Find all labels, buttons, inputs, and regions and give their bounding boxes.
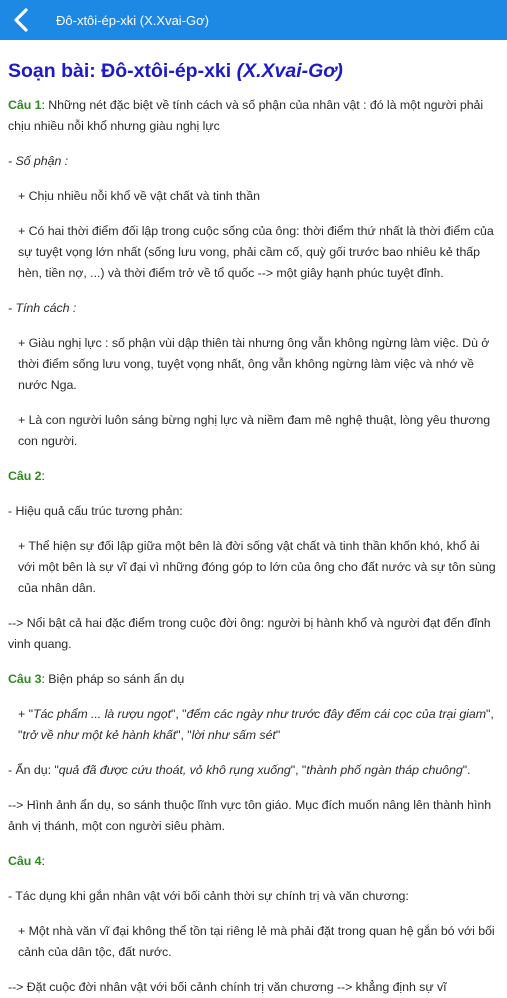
fate-point-1: + Chịu nhiều nỗi khổ về vật chất và tinh thần: [18, 189, 260, 203]
question-label: Câu 1: [8, 98, 42, 112]
question-1: [8, 95, 499, 137]
question-text: : Những nét đặc biệt về tính cách và số phận của nhân vật : đó là một người phải chịu nhiều nỗi khổ nhưng giàu nghị lực: [8, 98, 484, 133]
question-label: Câu 3: [8, 672, 42, 686]
character-point-2: + Là con người luôn sáng bừng nghị lực và niềm đam mê nghệ thuật, lòng yêu thương con người.: [18, 413, 491, 448]
fate-point-2: + Có hai thời điểm đối lập trong cuộc sống của ông: thời điểm thứ nhất là thời điểm của sự tuyệt vọng lớn nhất (sống lưu vong, phải cầm cố, quỳ gối trước bao nhiêu kẻ thấp hèn, tiền nợ, ...) và thời điểm trở về tổ quốc --> một giây hạnh phúc tuyệt đỉnh.: [18, 224, 494, 280]
metaphor-examples: [8, 760, 499, 781]
page-title-author: (X.Xvai-Gơ): [236, 60, 343, 82]
article-content: [0, 60, 507, 998]
metaphor-prefix: - Ẩn dụ: ": [8, 763, 59, 777]
question-label: Câu 2: [8, 469, 42, 483]
fate-heading: - Số phận :: [8, 154, 69, 168]
quote-separator: ", ": [290, 763, 307, 777]
metaphor-quote: quả đã được cứu thoát, vỏ khô rụng xuống: [58, 763, 291, 777]
quote-mark: ".: [462, 763, 471, 777]
metaphor-quote: thành phố ngàn tháp chuông: [306, 763, 463, 777]
question-3: [8, 669, 499, 690]
quote-separator: ", ": [176, 728, 192, 742]
back-button[interactable]: [6, 0, 36, 40]
question-text: : Biện pháp so sánh ẩn dụ: [41, 672, 185, 686]
app-bar-title: Đô-xtôi-ép-xki (X.Xvai-Gơ): [56, 12, 209, 28]
contrast-conclusion: --> Nổi bật cả hai đặc điểm trong cuộc đời ông: người bị hành khổ và người đạt đến đỉnh vinh quang.: [8, 616, 491, 651]
quote-mark: ": [275, 728, 281, 742]
comparison-quote: Tác phẩm ... là rượu ngọt: [32, 707, 171, 721]
page-title: [8, 60, 499, 83]
comparison-quote: đếm các ngày như trước đây đếm cái cọc của trại giam: [186, 707, 486, 721]
metaphor-conclusion: --> Hình ảnh ẩn dụ, so sánh thuộc lĩnh vực tôn giáo. Mục đích muốn nâng lên thành hình ảnh vị thánh, một con người siêu phàm.: [8, 798, 492, 833]
quote-mark: + ": [18, 707, 33, 721]
character-point-1: + Giàu nghị lực : số phận vùi dập thiên tài nhưng ông vẫn không ngừng làm việc. Dù ở thời điểm sống lưu vong, tuyệt vọng nhất, ông vẫn không ngừng làm việc và nhớ về nước Nga.: [18, 336, 490, 392]
app-bar: [0, 0, 507, 40]
question-4: [8, 851, 499, 872]
quote-separator: ", ": [18, 707, 494, 742]
quote-separator: ", ": [171, 707, 187, 721]
comparison-quote: trở về như một kẻ hành khất: [22, 728, 177, 742]
contrast-heading: - Hiệu quả cấu trúc tương phản:: [8, 504, 183, 518]
context-heading: - Tác dụng khi gắn nhân vật với bối cảnh thời sự chính trị và văn chương:: [8, 889, 409, 903]
chevron-left-icon: [11, 7, 31, 33]
context-point: + Một nhà văn vĩ đại không thể tồn tại riêng lẻ mà phải đặt trong quan hệ gắn bó với bối cảnh của dân tộc, đất nước.: [18, 924, 495, 959]
comparison-examples: [8, 704, 499, 746]
question-2: [8, 466, 499, 487]
comparison-quote: lời như sấm sét: [191, 728, 276, 742]
contrast-point: + Thể hiện sự đối lập giữa một bên là đời sống vật chất và tinh thần khốn khó, khổ ải với một bên là sự vĩ đại vì những đóng góp to lớn của ông cho đất nước và sự tôn sùng của nhân dân.: [18, 539, 496, 595]
page-title-main: Soạn bài: Đô-xtôi-ép-xki: [8, 60, 237, 82]
question-colon: :: [41, 854, 45, 868]
character-heading: - Tính cách :: [8, 301, 77, 315]
context-conclusion: --> Đặt cuộc đời nhân vật với bối cảnh chính trị văn chương --> khẳng định sự vĩ: [8, 980, 447, 994]
question-colon: :: [41, 469, 45, 483]
question-label: Câu 4: [8, 854, 42, 868]
